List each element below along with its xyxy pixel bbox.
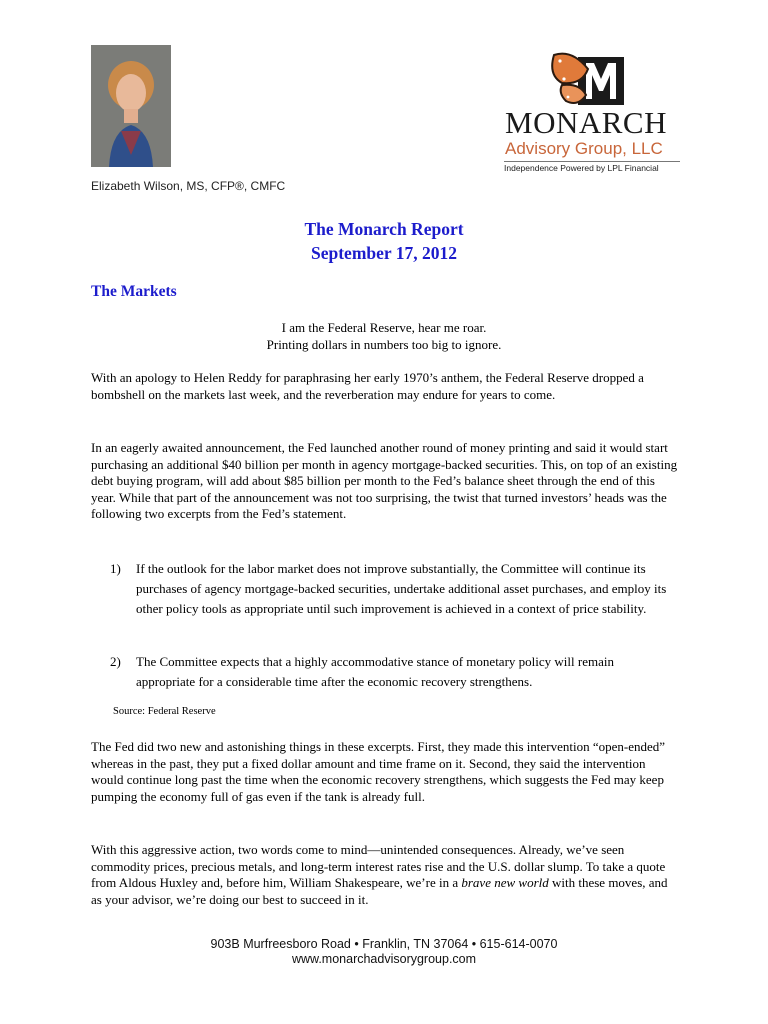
excerpt-text: The Committee expects that a highly accommodative stance of monetary policy will remain appropriate for a considerable time after the economic recovery strengthens. [136,654,614,689]
paragraph-1 [91,370,678,403]
logo-tagline: Independence Powered by LPL Financial [504,163,659,173]
paragraph-3-text: The Fed did two new and astonishing things in these excerpts. First, they made this intervention “open-ended” whereas in the past, they put a fixed dollar amount and time frame on it. Second, they said the intervention would continue long past the time when the economic recovery strengthens, which suggests the Fed may keep pumping the economy full of gas even if the tank is already full. [91,739,666,804]
section-heading: The Markets [91,283,177,300]
paragraph-2-text: In an eagerly awaited announcement, the Fed launched another round of money printing and said it would start purchasing an additional $40 billion per month in agency mortgage-backed securities. This, on top of an existing debt buying program, will add about $85 billion per month to the Fed’s balance sheet through the end of this year. While that part of the announcement was not too surprising, the twist that turned investors’ heads was the following two excerpts from the Fed’s statement. [91,440,678,521]
paragraph-4-end: with these moves, and as your advisor, we’re doing our best to succeed in it. [91,875,668,907]
author-caption: Elizabeth Wilson, MS, CFP®, CMFC [91,179,286,193]
footer-address: 903B Murfreesboro Road • Franklin, TN 37064 • 615-614-0070 [210,937,558,951]
report-title: The Monarch Report [304,219,464,239]
footer-website[interactable]: www.monarchadvisorygroup.com [291,952,477,966]
paragraph-3 [91,739,678,805]
paragraph-4-start: With this aggressive action, two words come to mind—unintended consequences. Already, we’ve seen commodity prices, precious metals, and long-term interest rates rise and the U.S. dollar slump. To take a quote from Aldous Huxley and, before him, William Shakespeare, we’re in a [91,842,666,890]
report-date: September 17, 2012 [311,243,457,263]
author-photo [91,45,171,167]
portrait-image [91,45,171,167]
poem-line-1: I am the Federal Reserve, hear me roar. [281,320,487,335]
paragraph-1-text: With an apology to Helen Reddy for paraphrasing her early 1970’s anthem, the Federal Reserve dropped a bombshell on the markets last week, and the reverberation may endure for years to come. [91,370,644,402]
excerpt-number: 2) [110,654,121,669]
logo-subtitle: Advisory Group, LLC [505,139,663,158]
paragraph-4-text [91,842,678,908]
italic-phrase: brave new world [461,875,549,890]
logo-wordmark: MONARCH [505,105,667,140]
butterfly-icon [502,49,684,109]
paragraph-2 [91,440,678,523]
poem-line-2: Printing dollars in numbers too big to ignore. [266,337,502,352]
logo-divider [504,161,680,162]
paragraph-4 [91,842,678,908]
source-note: Source: Federal Reserve [113,706,216,717]
excerpt-text: If the outlook for the labor market does not improve substantially, the Committee will continue its purchases of agency mortgage-backed securities, undertake additional asset purchases, and employ its other policy tools as appropriate until such improvement is achieved in a context of price stability. [136,561,667,616]
monarch-logo [502,49,684,175]
excerpt-number: 1) [110,561,121,576]
